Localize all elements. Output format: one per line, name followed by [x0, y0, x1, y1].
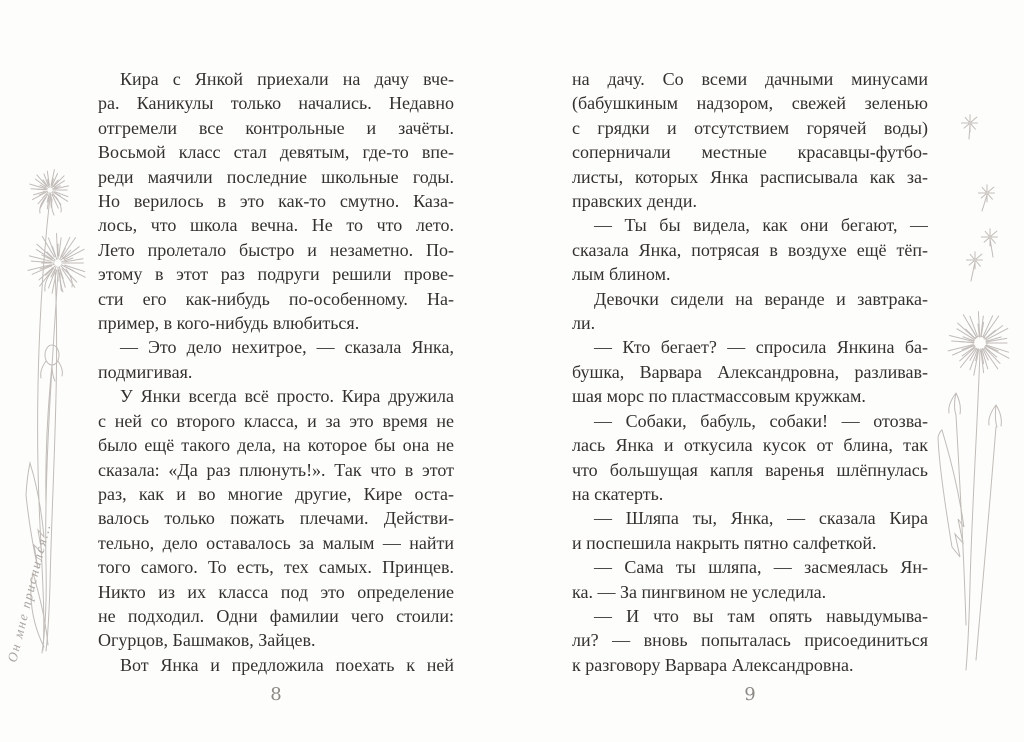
dandelion-seed-head-illustration [920, 85, 1024, 695]
page-number-right: 9 [744, 684, 756, 705]
margin-series-title: Он мне приснился... [4, 521, 54, 664]
text-line: — Ты бы видела, как они бегают, — [594, 215, 928, 236]
text-line: лым блином. [572, 264, 671, 285]
text-line: Огурцов, Башмаков, Зайцев. [98, 630, 316, 651]
text-line: ли. [572, 313, 596, 334]
text-line: У Янки всегда всё просто. Кира дружила [120, 386, 454, 407]
text-line: ли? — вновь попыталась присоединиться [572, 630, 928, 651]
page-number-left: 8 [270, 684, 282, 705]
text-line: Лето пролетало быстро и незаметно. По- [98, 239, 454, 260]
text-line: отгремели все контрольные и зачёты. [98, 117, 454, 138]
text-line: бушка, Варвара Александровна, разливав- [572, 361, 928, 382]
text-line: сказала: «Да раз плюнуть!». Так что в этот [98, 459, 454, 480]
text-line: — Шляпа ты, Янка, — сказала Кира [594, 508, 928, 529]
text-line: Восьмой класс стал девятым, где-то впе- [98, 142, 454, 163]
text-line: — Кто бегает? — спросила Янкина ба- [594, 337, 928, 358]
text-line: на скатерть. [572, 483, 664, 504]
text-line: ра. Каникулы только начались. Недавно [98, 93, 454, 114]
text-line: было ещё такого дела, на которое бы она не [98, 435, 454, 456]
text-line: — Сама ты шляпа, — засмеялась Ян- [594, 557, 928, 578]
text-line: Кира с Янкой приехали на дачу вче- [120, 69, 454, 89]
text-line: этому в этот раз подруги решили прове- [98, 264, 454, 285]
text-line: — И что вы там опять навыдумыва- [594, 605, 928, 626]
text-line: лась Янка и откусила кусок от блина, так [572, 435, 928, 456]
text-line: соперничали местные красавцы-футбо- [572, 142, 928, 163]
text-line: к разговору Варвара Александровна. [572, 654, 854, 675]
page-right-text [572, 67, 928, 677]
dandelion-flowers-illustration [0, 145, 110, 665]
text-line: листы, которых Янка расписывала как за- [572, 166, 928, 187]
text-line: не подходил. Одни фамилии чего стоили: [98, 605, 454, 626]
text-line: ка. — За пингвином не уследила. [572, 581, 827, 602]
text-line: на дачу. Со всеми дачными минусами [572, 69, 928, 89]
text-line: что большущая капля варенья шлёпнулась [572, 459, 928, 480]
text-line: шая морс по пластмассовым кружкам. [572, 386, 866, 407]
text-line: того самого. То есть, тех самых. Принцев. [98, 557, 454, 578]
text-line: пример, в кого-нибудь влюбиться. [98, 313, 360, 334]
text-line: валось только пожать плечами. Действи- [98, 508, 454, 529]
text-line: — Это дело нехитрое, — сказала Янка, [120, 337, 454, 358]
text-line: тельно, дело оставалось за малым — найти [98, 532, 454, 553]
text-line: правских денди. [572, 191, 697, 212]
text-line: (бабушкиным надзором, свежей зеленью [572, 93, 928, 114]
text-line: и поспешила накрыть пятно салфеткой. [572, 532, 877, 553]
page-left-text [98, 67, 454, 677]
text-line: реди маячили последние школьные годы. [98, 166, 454, 187]
text-line: — Собаки, бабуль, собаки! — отозва- [594, 410, 928, 431]
text-line: с ней со второго класса, и за это время не [98, 410, 454, 431]
text-line: Девочки сидели на веранде и завтрака- [594, 288, 928, 309]
text-line: сказала Янка, потрясая в воздухе ещё тёп- [572, 239, 928, 260]
text-line: Вот Янка и предложила поехать к ней [120, 654, 454, 675]
text-line: сти его как-нибудь по-особенному. На- [98, 288, 454, 309]
text-line: с грядки и отсутствием горячей воды) [572, 117, 928, 138]
text-line: лось, что школа вечна. Не то что лето. [98, 215, 454, 236]
text-line: Никто из их класса под это определение [98, 581, 454, 602]
text-line: Но верилось в это как-то смутно. Каза- [98, 191, 454, 212]
text-line: подмигивая. [98, 361, 193, 382]
text-line: раз, как и во многие другие, Кире оста- [98, 483, 454, 504]
